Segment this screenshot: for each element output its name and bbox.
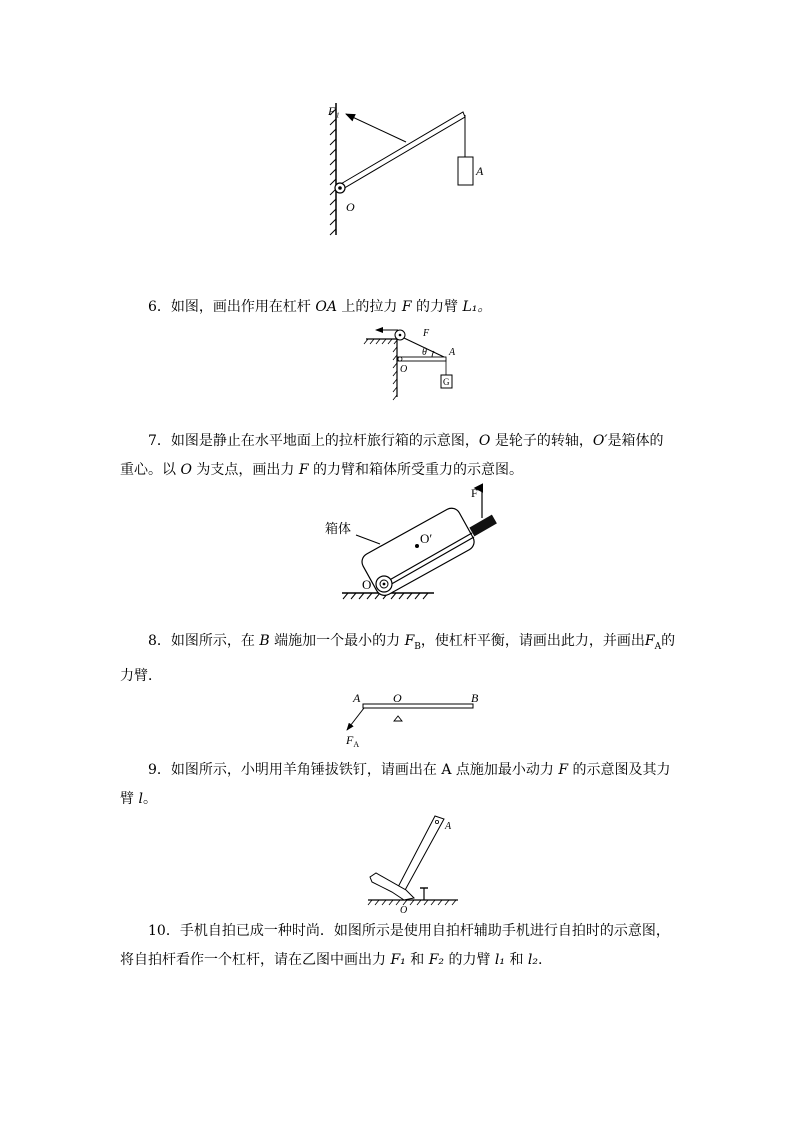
end-b-label: B bbox=[471, 691, 479, 705]
force-f-label: F bbox=[471, 486, 478, 500]
q9-text-2: 的示意图及其力臂 bbox=[120, 762, 671, 807]
q8-b: B bbox=[259, 633, 270, 649]
lever-ab-figure bbox=[340, 688, 500, 750]
q8-f-sub: B bbox=[414, 641, 421, 652]
q9-text-3: 。 bbox=[142, 791, 157, 807]
q7-text-5: 的力臂和箱体所受重力的示意图。 bbox=[308, 462, 524, 478]
q10-f2: F₂ bbox=[428, 952, 445, 968]
weight-a-label: A bbox=[476, 164, 484, 178]
q7-text-4: 为支点，画出力 bbox=[191, 462, 299, 478]
weight-g-label: G bbox=[443, 377, 450, 387]
box-label-leader bbox=[356, 535, 380, 544]
handle-grip bbox=[469, 515, 497, 537]
end-a-label: A bbox=[353, 691, 361, 705]
pivot-o-label: O bbox=[362, 577, 372, 592]
force-f1-arrow bbox=[346, 114, 406, 142]
question-10 bbox=[120, 917, 676, 975]
q10-end: . bbox=[538, 952, 543, 968]
q6-text-2: 上的拉力 bbox=[336, 299, 402, 315]
q10-and-1: 和 bbox=[405, 952, 429, 968]
q6-force-name: F bbox=[401, 299, 412, 315]
fulcrum-triangle bbox=[394, 716, 402, 721]
q7-text-3: 是箱体的重心。以 bbox=[120, 433, 664, 478]
q8-fa: F bbox=[644, 633, 655, 649]
wall-hatching bbox=[393, 347, 397, 400]
pulley-lever-figure bbox=[360, 325, 470, 400]
center-of-gravity-dot bbox=[415, 544, 419, 548]
question-7-text: 如图是静止在水平地面上的拉杆旅行箱的示意图， bbox=[170, 433, 479, 449]
ceiling-hatching bbox=[364, 339, 398, 344]
q6-text-3: 的力臂 bbox=[411, 299, 463, 315]
angle-theta-label: θ bbox=[422, 347, 427, 358]
question-9-text: 如图所示，小明用羊角锤拔铁钉，请画出在 A 点施加最小动力 bbox=[170, 762, 559, 778]
pivot-o-label: O bbox=[346, 200, 355, 214]
q10-f1: F₁ bbox=[390, 952, 406, 968]
question-6-text: 如图，画出作用在杠杆 bbox=[170, 299, 316, 315]
weight-block-a bbox=[458, 157, 473, 185]
q8-text-2: 端施加一个最小的力 bbox=[269, 633, 405, 649]
question-8-text: 如图所示，在 bbox=[170, 633, 260, 649]
q8-f: F bbox=[404, 633, 415, 649]
question-6 bbox=[120, 293, 676, 322]
cg-label: O′ bbox=[420, 531, 433, 546]
question-9-number: 9． bbox=[148, 762, 171, 778]
lever-bar bbox=[363, 704, 473, 708]
lever-wall-figure bbox=[310, 95, 510, 245]
q7-text-2: 是轮子的转轴， bbox=[490, 433, 593, 449]
hammer-handle bbox=[397, 816, 444, 892]
lever-rod bbox=[339, 112, 465, 190]
q8-text-3: ，使杠杆平衡，请画出此力，并画出 bbox=[420, 633, 645, 649]
question-10-text: 手机自拍已成一种时尚．如图所示是使用自拍杆辅助手机进行自拍时的示意图，将自拍杆看作一个杠杆，请在乙图中画出力 bbox=[120, 923, 670, 968]
q7-o-2: O bbox=[180, 462, 192, 478]
question-9 bbox=[120, 756, 676, 814]
question-7 bbox=[120, 427, 676, 485]
force-fa-arrow bbox=[347, 708, 364, 730]
q8-text-4: 的力臂． bbox=[120, 633, 676, 684]
wall-hatching bbox=[330, 109, 336, 235]
q7-o-prime: O′ bbox=[592, 433, 608, 449]
q7-f: F bbox=[298, 462, 309, 478]
pivot-o-label: O bbox=[393, 691, 402, 705]
question-8-number: 8． bbox=[148, 633, 171, 649]
question-8 bbox=[120, 627, 676, 691]
q10-l2: l₂ bbox=[527, 952, 539, 968]
point-a-label: A bbox=[445, 821, 452, 832]
claw-hammer-figure bbox=[362, 810, 472, 915]
q9-l: l bbox=[138, 791, 143, 807]
q8-fa-sub: A bbox=[654, 641, 662, 652]
q7-o: O bbox=[478, 433, 491, 449]
q10-text-2: 的力臂 bbox=[444, 952, 495, 968]
force-f-label: F bbox=[423, 328, 430, 339]
pivot-o-label: O bbox=[400, 905, 408, 916]
box-label: 箱体 bbox=[325, 521, 352, 536]
q10-l1: l₁ bbox=[494, 952, 506, 968]
q6-lever-name: OA bbox=[315, 299, 337, 315]
ground-hatching bbox=[368, 900, 456, 905]
force-f1-label: F₁ bbox=[328, 104, 340, 118]
question-6-number: 6． bbox=[148, 299, 171, 315]
question-10-number: 10． bbox=[148, 923, 180, 939]
q10-and-2: 和 bbox=[505, 952, 528, 968]
suitcase-figure bbox=[320, 485, 510, 605]
pivot-o-label: O bbox=[400, 364, 408, 375]
q6-arm-name: L₁。 bbox=[462, 299, 492, 315]
force-fa-label: $F_A$ bbox=[346, 733, 360, 749]
question-7-number: 7． bbox=[148, 433, 171, 449]
q9-f: F bbox=[558, 762, 569, 778]
end-a-label: A bbox=[449, 347, 456, 358]
